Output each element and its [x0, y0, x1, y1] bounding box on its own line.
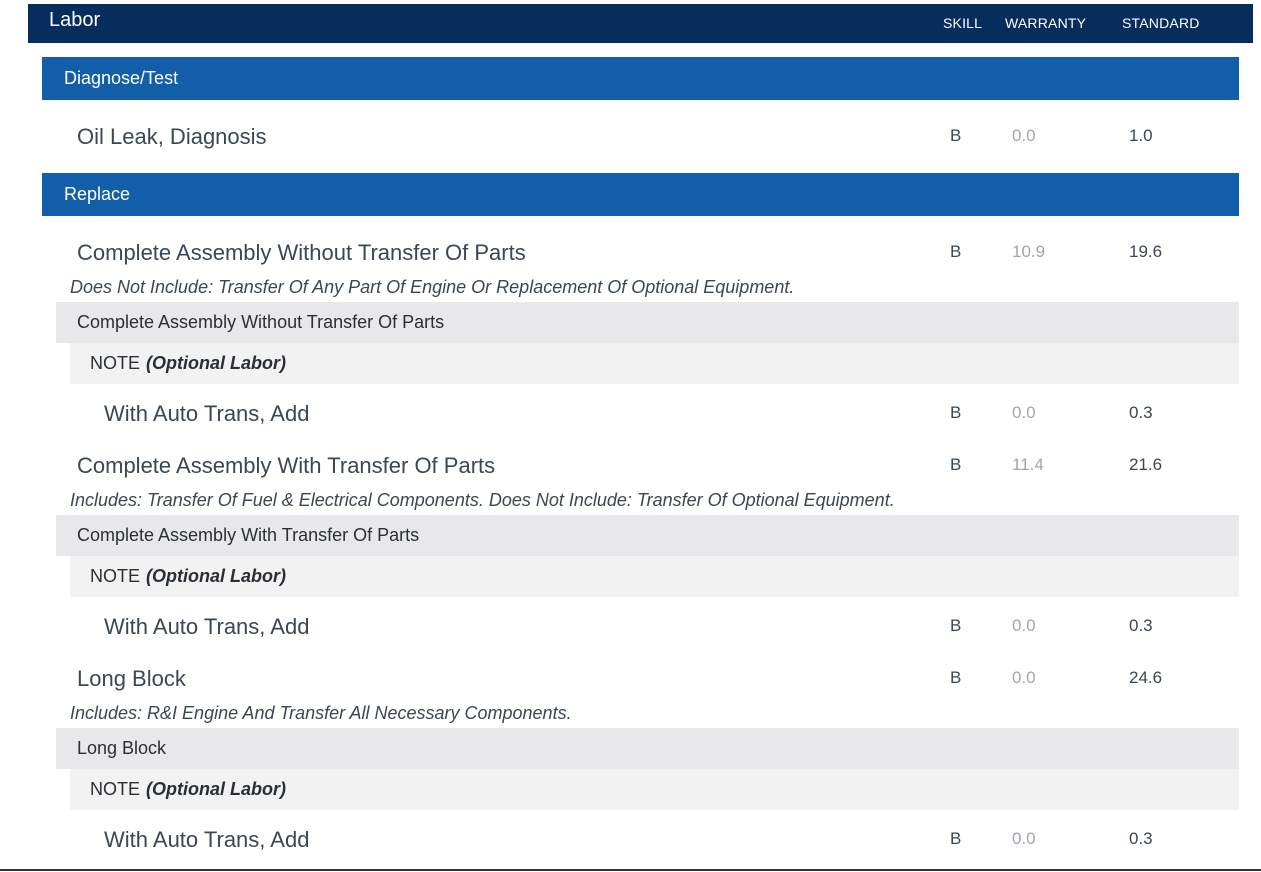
labor-row[interactable]: [0, 658, 1261, 696]
labor-title: Labor: [49, 9, 101, 31]
skill-value: B: [950, 668, 962, 687]
skill-value: B: [950, 829, 962, 848]
note-qualifier: (Optional Labor): [146, 566, 286, 586]
note-text: [90, 779, 286, 800]
note-label: NOTE: [90, 566, 141, 586]
skill-value: B: [950, 455, 962, 474]
column-header-standard[interactable]: STANDARD: [1122, 15, 1200, 31]
standard-value: 0.3: [1129, 616, 1153, 635]
note-qualifier: (Optional Labor): [146, 353, 286, 373]
standard-value: 1.0: [1129, 126, 1153, 145]
standard-value: 21.6: [1129, 455, 1163, 474]
subheading-label: Complete Assembly With Transfer Of Parts: [77, 525, 420, 545]
section-label: Diagnose/Test: [64, 68, 179, 88]
warranty-value: 11.4: [1012, 455, 1044, 474]
operation-description: Includes: Transfer Of Fuel & Electrical Components. Does Not Include: Transfer Of Optional Equipment.: [70, 490, 895, 510]
skill-value: B: [950, 403, 962, 422]
optional-labor-note: [70, 556, 1239, 597]
warranty-value: 0.0: [1012, 126, 1036, 145]
column-header-warranty[interactable]: WARRANTY: [1005, 15, 1087, 31]
warranty-value: 0.0: [1012, 403, 1036, 422]
labor-operation-name: Complete Assembly Without Transfer Of Parts: [77, 240, 526, 265]
section-replace[interactable]: [42, 173, 1239, 216]
labor-row[interactable]: [0, 819, 1261, 857]
standard-value: 0.3: [1129, 829, 1153, 848]
subheading: [56, 515, 1239, 556]
labor-operation-name: Long Block: [77, 666, 186, 691]
labor-operation-name: Complete Assembly With Transfer Of Parts: [77, 453, 496, 478]
optional-labor-note: [70, 769, 1239, 810]
labor-operation-name: Oil Leak, Diagnosis: [77, 124, 267, 149]
note-label: NOTE: [90, 779, 141, 799]
bottom-divider: [0, 869, 1261, 871]
subheading-label: Long Block: [77, 738, 167, 758]
section-diagnose-test[interactable]: [42, 57, 1239, 100]
labor-operation-name: With Auto Trans, Add: [104, 827, 310, 852]
operation-description: Includes: R&I Engine And Transfer All Necessary Components.: [70, 703, 572, 723]
labor-row[interactable]: [0, 606, 1261, 644]
standard-value: 24.6: [1129, 668, 1163, 687]
warranty-value: 0.0: [1012, 616, 1036, 635]
skill-value: B: [950, 242, 962, 261]
section-label: Replace: [64, 184, 131, 204]
note-text: [90, 566, 286, 587]
labor-operation-name: With Auto Trans, Add: [104, 401, 310, 426]
operation-description: Does Not Include: Transfer Of Any Part Of Engine Or Replacement Of Optional Equipment.: [70, 277, 795, 297]
subheading-label: Complete Assembly Without Transfer Of Parts: [77, 312, 445, 332]
note-qualifier: (Optional Labor): [146, 779, 286, 799]
column-header-skill[interactable]: SKILL: [943, 15, 983, 31]
labor-row[interactable]: [0, 393, 1261, 431]
standard-value: 19.6: [1129, 242, 1163, 261]
subheading: [56, 728, 1239, 769]
skill-value: B: [950, 616, 962, 635]
note-text: [90, 353, 286, 374]
labor-row[interactable]: [0, 445, 1261, 483]
warranty-value: 0.0: [1012, 668, 1036, 687]
warranty-value: 0.0: [1012, 829, 1036, 848]
standard-value: 0.3: [1129, 403, 1153, 422]
labor-operation-name: With Auto Trans, Add: [104, 614, 310, 639]
skill-value: B: [950, 126, 962, 145]
note-label: NOTE: [90, 353, 141, 373]
optional-labor-note: [70, 343, 1239, 384]
labor-header: [28, 4, 1253, 43]
labor-row[interactable]: [0, 232, 1261, 270]
warranty-value: 10.9: [1012, 242, 1046, 261]
labor-row[interactable]: [0, 116, 1261, 154]
subheading: [56, 302, 1239, 343]
